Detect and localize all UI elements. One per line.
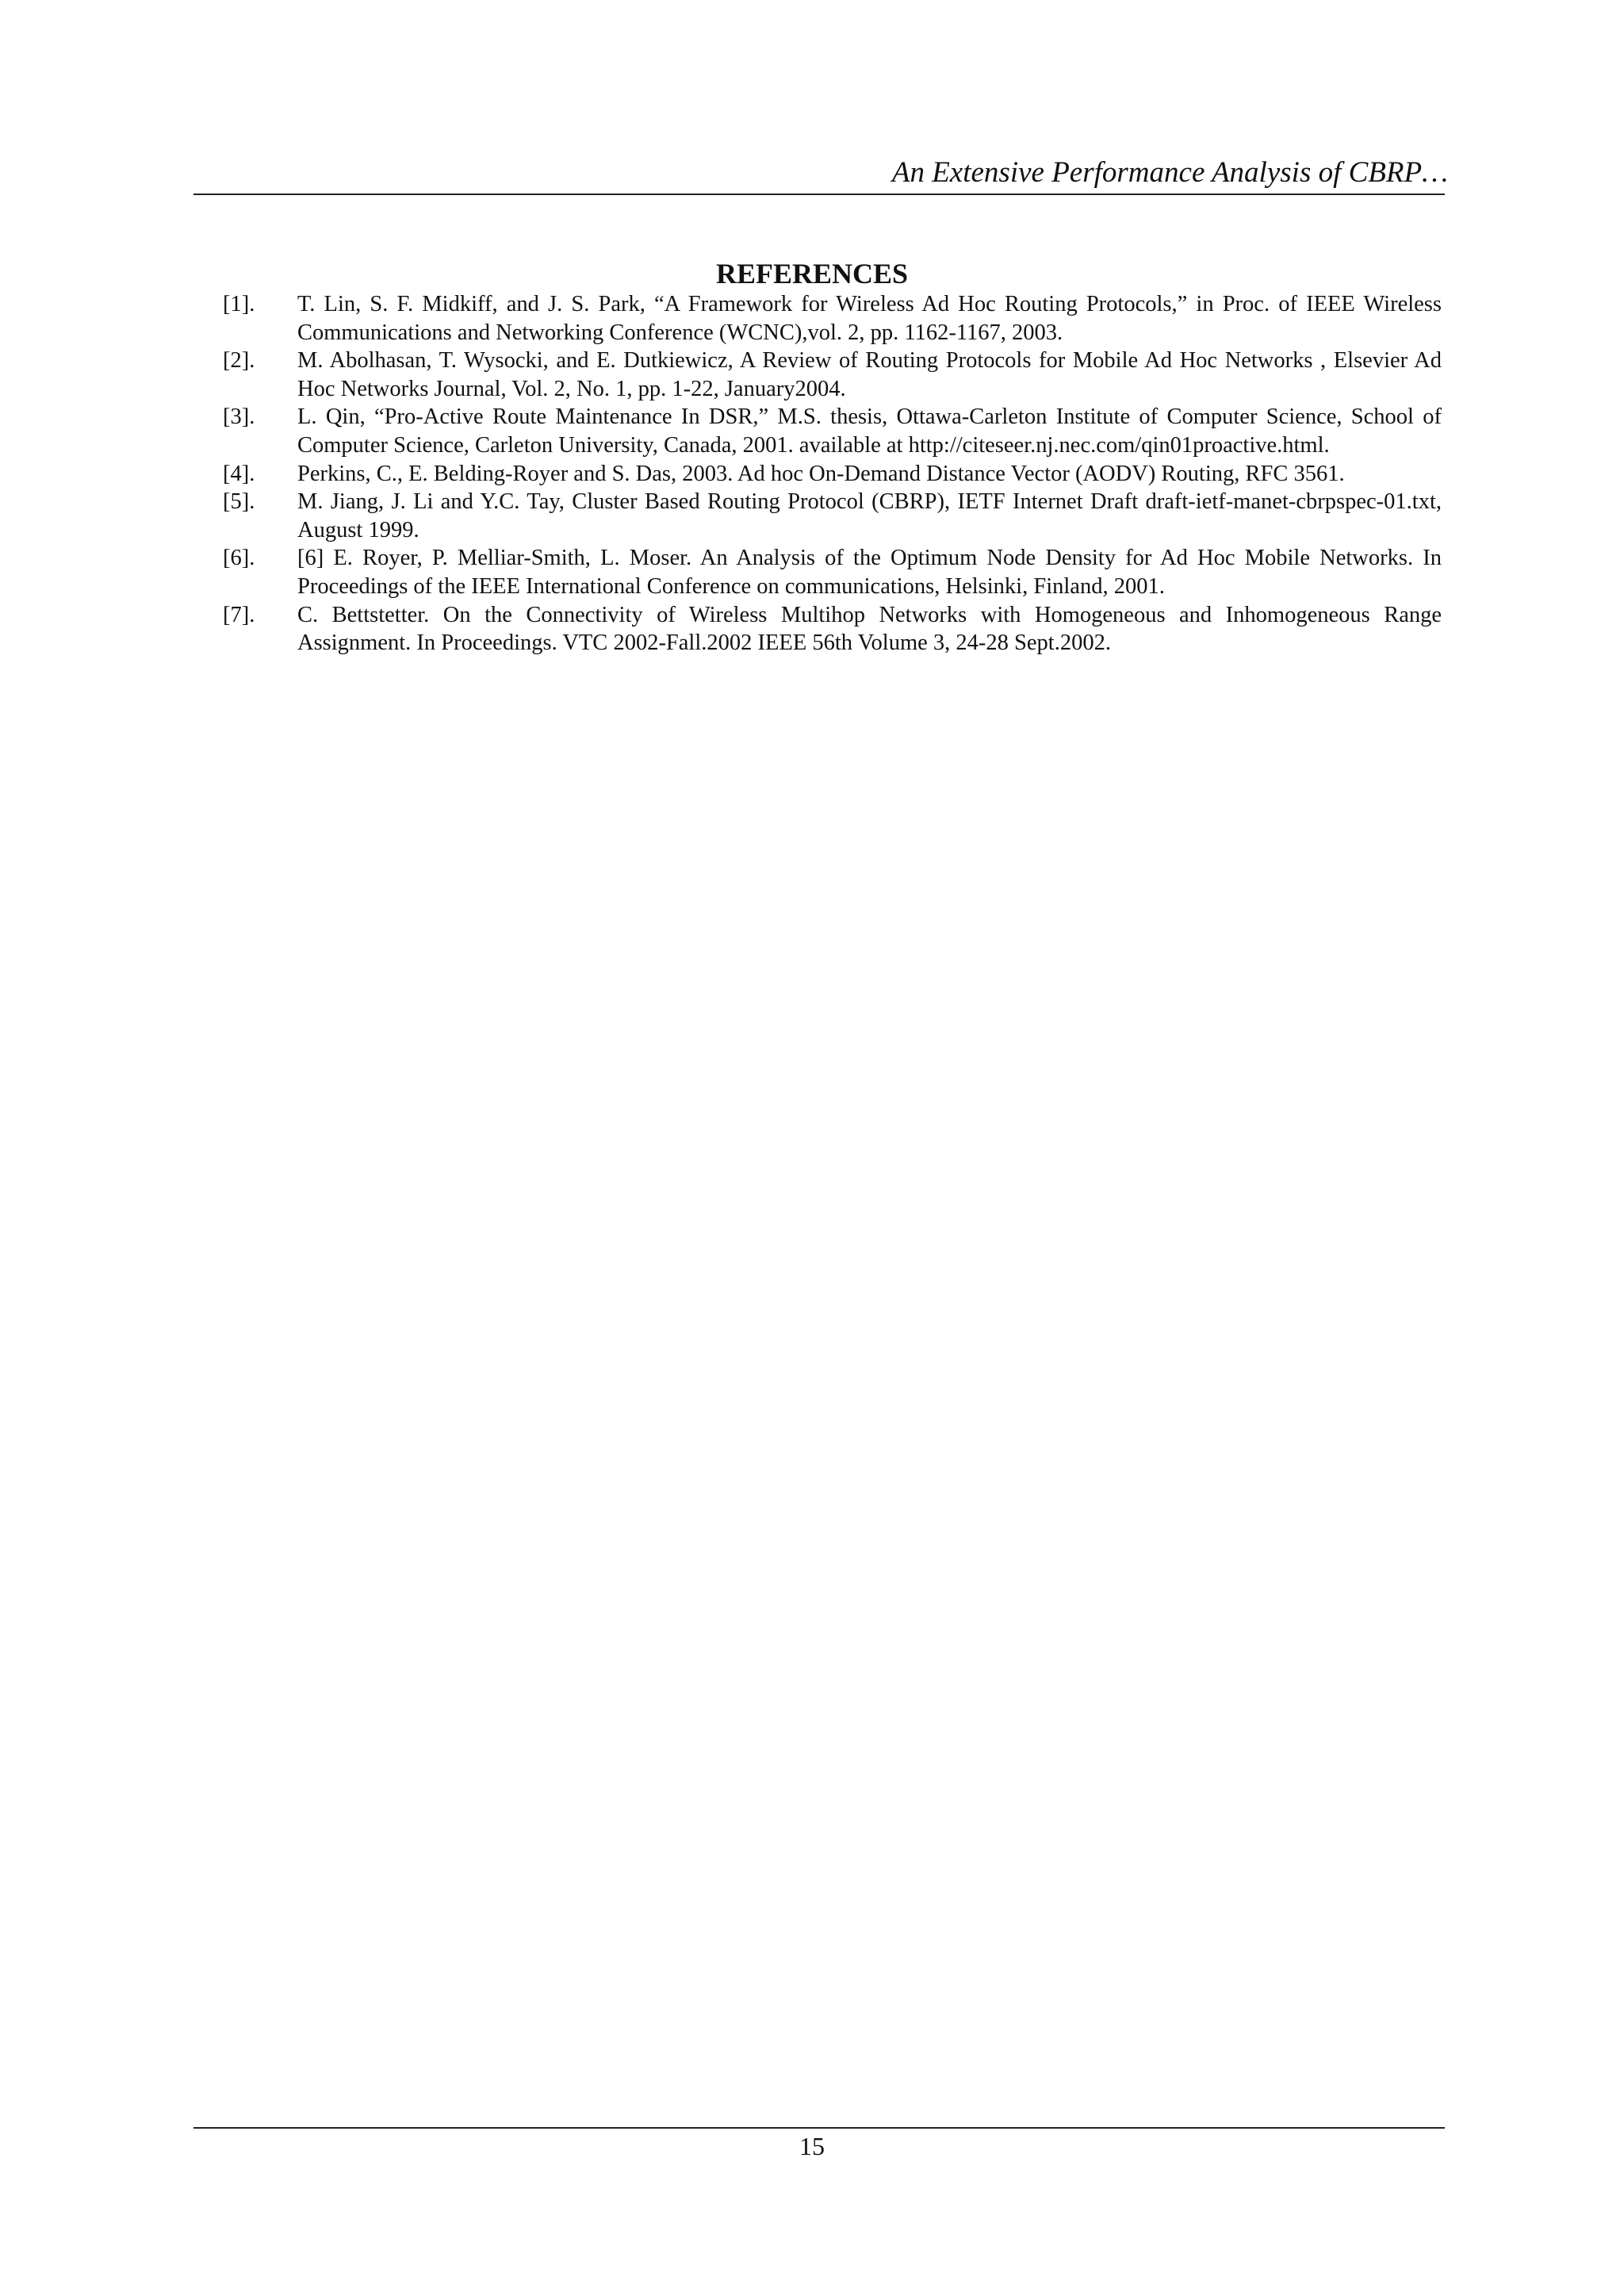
reference-item [223,347,1442,403]
reference-text: T. Lin, S. F. Midkiff, and J. S. Park, “A Framework for Wireless Ad Hoc Routing Protocols,” in Proc. of IEEE Wireless Communications and Networking Conference (WCNC),vol. 2, pp. 1162-1167, 2003. [297,292,1442,345]
reference-number: [3]. [223,404,255,430]
reference-number: [2]. [223,348,255,374]
reference-list [223,290,1442,657]
reference-text: L. Qin, “Pro-Active Route Maintenance In DSR,” M.S. thesis, Ottawa-Carleton Institute of Computer Science, School of Computer Science, Carleton University, Canada, 2001. available at http://citeseer.nj.nec.com/qin01proactive.html. [297,404,1442,458]
header-rule [193,194,1445,195]
references-heading: REFERENCES [715,258,909,289]
footer-rule [193,2127,1445,2129]
reference-item [223,290,1442,347]
reference-item [223,488,1442,544]
reference-text: M. Abolhasan, T. Wysocki, and E. Dutkiewicz, A Review of Routing Protocols for Mobile Ad Hoc Networks , Elsevier Ad Hoc Networks Journal, Vol. 2, No. 1, pp. 1-22, January2004. [297,348,1442,401]
reference-number: [5]. [223,489,255,515]
reference-number: [7]. [223,602,255,627]
reference-item [223,601,1442,657]
reference-item [223,403,1442,459]
reference-text: C. Bettstetter. On the Connectivity of Wireless Multihop Networks with Homogeneous and Inhomogeneous Range Assignment. In Proceedings. VTC 2002-Fall.2002 IEEE 56th Volume 3, 24-28 Sept.2002. [297,602,1442,656]
reference-text: [6] E. Royer, P. Melliar-Smith, L. Moser. An Analysis of the Optimum Node Density for Ad Hoc Mobile Networks. In Proceedings of the IEEE International Conference on communications, Helsinki, Finland, 2001. [297,546,1442,599]
reference-item [223,544,1442,600]
reference-text: Perkins, C., E. Belding-Royer and S. Das, 2003. Ad hoc On-Demand Distance Vector (AODV) Routing, RFC 3561. [297,461,1345,486]
page-number: 15 [799,2132,825,2160]
reference-number: [6]. [223,546,255,571]
reference-text: M. Jiang, J. Li and Y.C. Tay, Cluster Based Routing Protocol (CBRP), IETF Internet Draft draft-ietf-manet-cbrpspec-01.txt, August 1999. [297,489,1442,542]
reference-number: [1]. [223,292,255,316]
reference-number: [4]. [223,461,255,486]
running-header-title: An Extensive Performance Analysis of CBRP… [891,156,1448,189]
reference-item [223,460,1442,489]
